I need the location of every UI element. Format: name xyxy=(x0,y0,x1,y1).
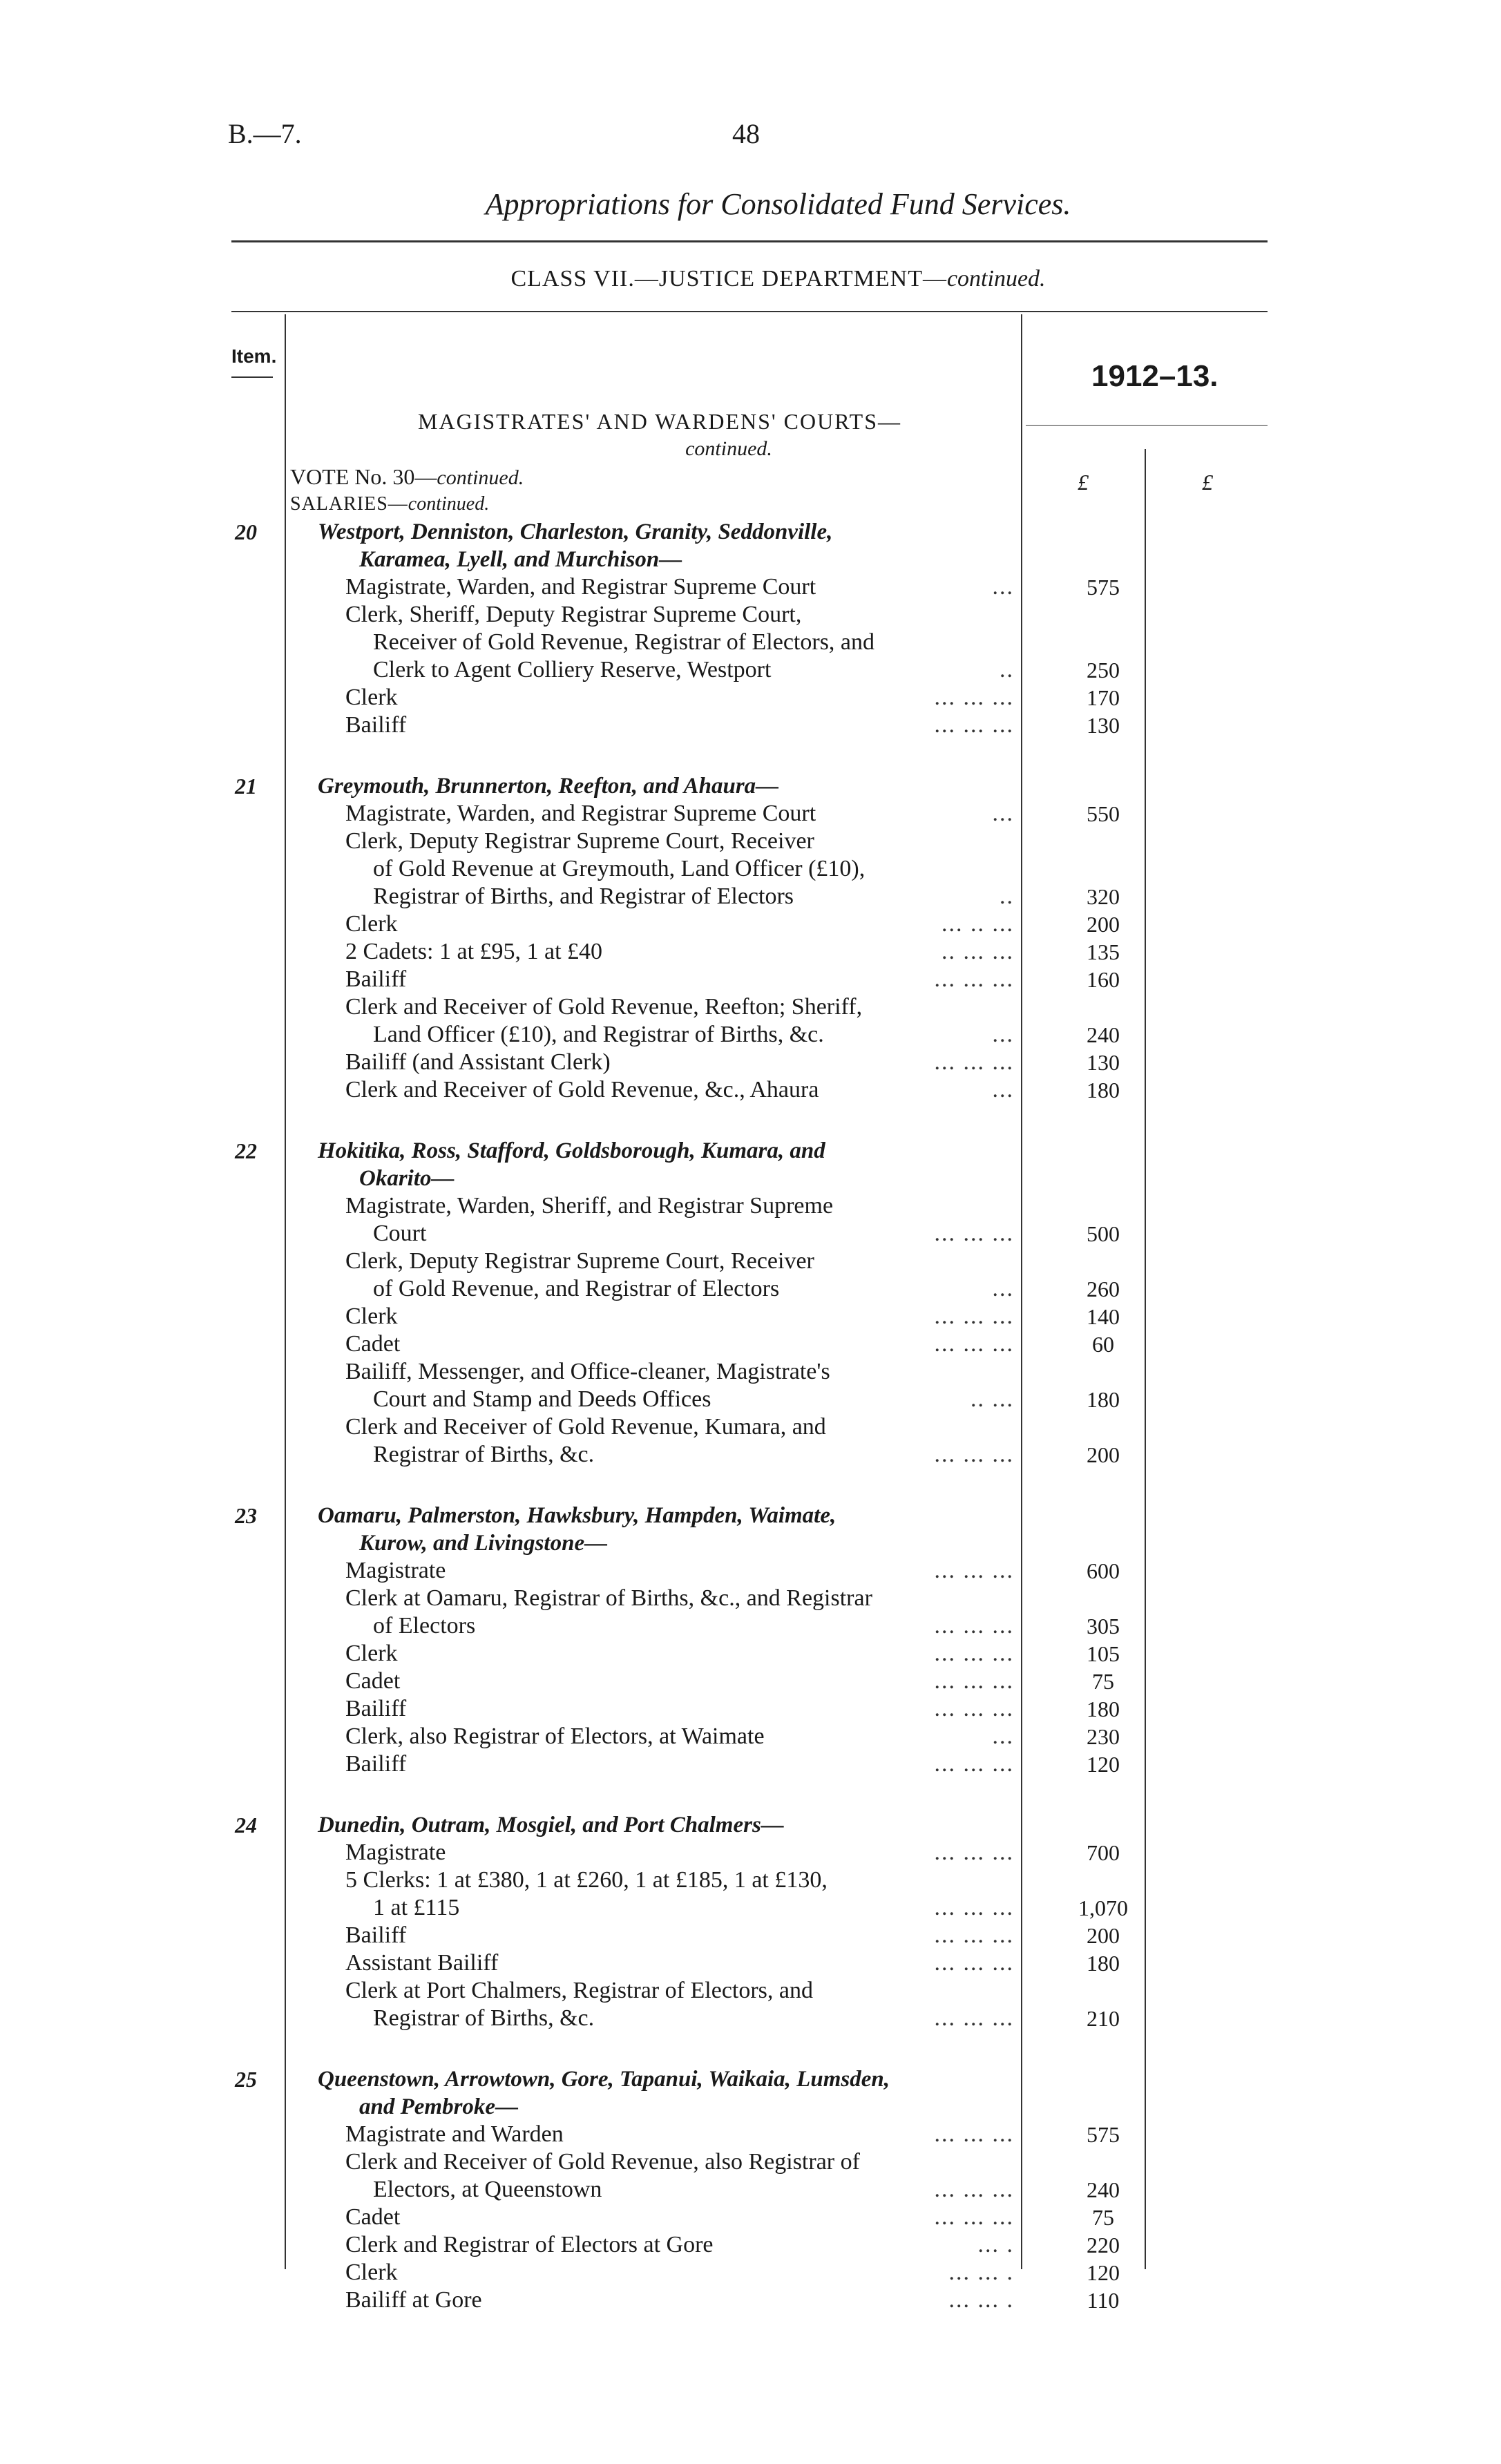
entry-text: Bailiff xyxy=(345,712,407,738)
pound-sign-col1: £ xyxy=(1078,470,1089,495)
entry-line xyxy=(297,2231,1120,2259)
place-heading-text: Kurow, and Livingstone— xyxy=(359,1531,608,1556)
entry-line xyxy=(297,1192,1022,1220)
entry-text: Clerk xyxy=(345,2260,398,2285)
amount-value: 230 xyxy=(1087,1724,1120,1749)
amount-value: 130 xyxy=(1087,713,1120,738)
place-heading xyxy=(297,1165,1022,1192)
place-heading-text: Karamea, Lyell, and Murchison— xyxy=(359,547,682,572)
salaries-heading-cont: continued. xyxy=(408,493,490,515)
entry-line xyxy=(297,966,1120,993)
entry-text: Magistrate and Warden xyxy=(345,2121,564,2147)
entry-line xyxy=(297,2259,1120,2286)
entry-text: Assistant Bailiff xyxy=(345,1950,499,1976)
leader-dots: ... ... ... xyxy=(934,1840,1014,1865)
leader-dots: ... ... ... xyxy=(934,1641,1014,1666)
entry-text: Clerk at Port Chalmers, Registrar of Electors, and xyxy=(345,1978,813,2003)
entry-text: Clerk and Receiver of Gold Revenue, also Registrar of xyxy=(345,2149,860,2175)
entry-text: Bailiff xyxy=(345,966,407,992)
entry-text: Registrar of Births, &c. xyxy=(373,1442,595,1467)
amount-value: 1,070 xyxy=(1078,1895,1128,1920)
entry-text: Court xyxy=(373,1221,427,1246)
amount-value: 210 xyxy=(1087,2006,1120,2031)
amount-value: 260 xyxy=(1087,1277,1120,1301)
amount-value: 500 xyxy=(1087,1221,1120,1246)
salaries-heading-main: SALARIES— xyxy=(290,493,408,515)
entry-line xyxy=(297,1585,1022,1612)
place-heading xyxy=(235,1137,1022,1165)
place-heading-text: Okarito— xyxy=(359,1166,455,1191)
entry-text: Clerk xyxy=(345,911,398,937)
amount-value: 550 xyxy=(1087,801,1120,826)
entry-text: Registrar of Births, &c. xyxy=(373,2005,595,2031)
entry-line xyxy=(297,2121,1120,2148)
entry-line xyxy=(297,2005,1120,2032)
amount-value: 75 xyxy=(1092,2205,1114,2230)
entry-line xyxy=(297,1949,1120,1977)
entry-line xyxy=(297,800,1120,828)
entry-line xyxy=(297,1977,1022,2005)
entry-line xyxy=(297,601,1022,629)
item-number: 20 xyxy=(235,519,257,544)
leader-dots: ... ... ... xyxy=(934,1303,1014,1329)
amount-value: 220 xyxy=(1087,2233,1120,2257)
entry-line xyxy=(297,1922,1120,1949)
amount-value: 200 xyxy=(1087,1442,1120,1467)
leader-dots: ... ... ... xyxy=(934,1442,1014,1467)
place-heading xyxy=(235,1811,1022,1839)
item-number: 24 xyxy=(235,1813,257,1837)
entry-line xyxy=(297,1557,1120,1585)
amount-value: 305 xyxy=(1087,1614,1120,1639)
entry-line xyxy=(297,1750,1120,1778)
entry-text: Bailiff xyxy=(345,1751,407,1777)
place-heading xyxy=(235,1502,1022,1529)
entry-text: of Gold Revenue, and Registrar of Electors xyxy=(373,1276,780,1301)
entry-line xyxy=(297,1330,1114,1358)
entry-text: 2 Cadets: 1 at £95, 1 at £40 xyxy=(345,939,603,964)
item-column-rule xyxy=(285,314,286,2269)
entry-line xyxy=(297,573,1120,601)
leader-dots: ... ... ... xyxy=(934,712,1014,738)
amount-value: 170 xyxy=(1087,685,1120,710)
place-heading-text: Dunedin, Outram, Mosgiel, and Port Chalmers— xyxy=(318,1813,784,1837)
amount-value: 135 xyxy=(1087,939,1120,964)
entry-line xyxy=(297,938,1120,966)
vote-heading xyxy=(290,463,1022,490)
entry-text: Bailiff xyxy=(345,1696,407,1721)
class-heading-cont: continued. xyxy=(946,266,1046,292)
amount-value: 575 xyxy=(1087,2122,1120,2147)
leader-dots: .. ... ... xyxy=(941,939,1014,964)
entry-text: Magistrate xyxy=(345,1840,446,1865)
leader-dots: ... ... ... xyxy=(934,1751,1014,1777)
item-gap xyxy=(297,1469,1022,1502)
amount-value: 140 xyxy=(1087,1304,1120,1329)
item-gap xyxy=(297,1104,1022,1137)
amount-value: 240 xyxy=(1087,1022,1120,1047)
place-heading xyxy=(235,772,1022,800)
amount-value: 110 xyxy=(1087,2288,1120,2313)
item-number: 21 xyxy=(235,774,257,799)
amount-value: 60 xyxy=(1092,1332,1114,1357)
entry-line xyxy=(297,1386,1120,1413)
leader-dots: ... xyxy=(992,1022,1014,1047)
leader-dots: ... ... . xyxy=(948,2260,1014,2285)
leader-dots: ... ... ... xyxy=(934,1922,1014,1948)
entry-line xyxy=(297,684,1120,711)
entry-text: Clerk and Receiver of Gold Revenue, &c., Ahaura xyxy=(345,1077,819,1102)
amount-value: 130 xyxy=(1087,1050,1120,1075)
entry-text: Magistrate, Warden, Sheriff, and Registrar Supreme xyxy=(345,1193,834,1219)
amount-value: 200 xyxy=(1087,1923,1120,1948)
leader-dots: .. xyxy=(1000,884,1014,909)
entry-line xyxy=(297,1723,1120,1750)
entry-text: Clerk at Oamaru, Registrar of Births, &c., and Registrar xyxy=(345,1585,872,1611)
section-title: MAGISTRATES' AND WARDENS' COURTS— xyxy=(418,409,901,434)
entry-text: Land Officer (£10), and Registrar of Births, &c. xyxy=(373,1022,824,1047)
entry-line xyxy=(297,2176,1120,2204)
entry-text: Clerk xyxy=(345,1641,398,1666)
leader-dots: ... ... ... xyxy=(934,1558,1014,1583)
entry-text: Magistrate, Warden, and Registrar Supreme Court xyxy=(345,801,816,826)
amount-value: 105 xyxy=(1087,1641,1120,1666)
entry-text: Cadet xyxy=(345,2204,401,2230)
entry-text: Clerk and Registrar of Electors at Gore xyxy=(345,2232,714,2257)
entry-text: Magistrate, Warden, and Registrar Supreme Court xyxy=(345,574,816,600)
entry-text: Clerk xyxy=(345,685,398,710)
year-header-rule xyxy=(1026,425,1268,426)
leader-dots: ... xyxy=(992,1077,1014,1102)
entry-line xyxy=(297,1866,1022,1894)
leader-dots: ... ... ... xyxy=(934,1049,1014,1075)
leader-dots: ... ... ... xyxy=(934,2005,1014,2031)
entry-line xyxy=(297,883,1120,910)
item-gap xyxy=(297,1778,1022,1811)
entry-text: 5 Clerks: 1 at £380, 1 at £260, 1 at £185, 1 at £130, xyxy=(345,1867,828,1893)
entry-line xyxy=(297,1695,1120,1723)
entry-text: Clerk to Agent Colliery Reserve, Westport xyxy=(373,657,772,682)
leader-dots: ... ... . xyxy=(948,2287,1014,2313)
entry-line xyxy=(297,1021,1120,1049)
year-column-header: 1912–13. xyxy=(1091,359,1218,393)
leader-dots: ... ... ... xyxy=(934,966,1014,992)
entry-line xyxy=(297,1248,1022,1275)
salaries-heading xyxy=(290,490,1022,518)
entry-line xyxy=(297,656,1120,684)
class-heading xyxy=(0,266,1501,292)
entry-line xyxy=(297,828,1022,855)
vote-heading-cont: continued. xyxy=(437,466,524,489)
amount-value: 180 xyxy=(1087,1697,1120,1721)
entry-line xyxy=(297,1894,1128,1922)
entry-line xyxy=(297,2204,1114,2231)
leader-dots: ... ... ... xyxy=(934,1895,1014,1920)
entry-text: 1 at £115 xyxy=(373,1895,460,1920)
entry-line xyxy=(297,1303,1120,1330)
entry-text: Clerk xyxy=(345,1303,398,1329)
top-rule xyxy=(231,240,1268,242)
leader-dots: ... ... ... xyxy=(934,1613,1014,1639)
leader-dots: ... ... ... xyxy=(934,2121,1014,2147)
table-top-rule xyxy=(231,311,1268,312)
leader-dots: ... ... ... xyxy=(934,1668,1014,1694)
page-number: 48 xyxy=(732,118,760,149)
place-heading-text: Hokitika, Ross, Stafford, Goldsborough, Kumara, and xyxy=(318,1138,825,1163)
entry-text: Registrar of Births, and Registrar of Electors xyxy=(373,884,794,909)
leader-dots: .. ... xyxy=(971,1386,1014,1412)
class-heading-main: CLASS VII.—JUSTICE DEPARTMENT— xyxy=(510,266,947,292)
entry-text: of Electors xyxy=(373,1613,476,1639)
amount-value: 180 xyxy=(1087,1387,1120,1412)
section-title-cont: continued. xyxy=(685,437,772,460)
item-gap xyxy=(297,739,1022,772)
place-heading-text: Westport, Denniston, Charleston, Granity, Seddonville, xyxy=(318,519,833,544)
amount-value: 575 xyxy=(1087,575,1120,600)
entry-text: Clerk and Receiver of Gold Revenue, Reefton; Sheriff, xyxy=(345,994,863,1020)
leader-dots: ... xyxy=(992,1723,1014,1749)
leader-dots: ... ... ... xyxy=(934,685,1014,710)
entry-line xyxy=(297,2286,1120,2314)
entry-text: Clerk, Sheriff, Deputy Registrar Supreme Court, xyxy=(345,602,802,627)
entry-text: Bailiff, Messenger, and Office-cleaner, Magistrate's xyxy=(345,1359,830,1384)
place-heading-text: Greymouth, Brunnerton, Reefton, and Ahaura— xyxy=(318,774,779,799)
entry-line xyxy=(297,1049,1120,1076)
leader-dots: ... .. ... xyxy=(941,911,1014,937)
entry-text: Cadet xyxy=(345,1331,401,1357)
entry-line xyxy=(297,2148,1022,2176)
entry-line xyxy=(297,1839,1120,1866)
entry-line xyxy=(297,910,1120,938)
entry-line xyxy=(297,629,1022,656)
entry-text: Magistrate xyxy=(345,1558,446,1583)
entry-text: Clerk, also Registrar of Electors, at Waimate xyxy=(345,1723,765,1749)
table-body xyxy=(235,408,1128,2314)
item-number: 25 xyxy=(235,2067,257,2092)
place-heading xyxy=(235,518,1022,546)
amount-value: 320 xyxy=(1087,884,1120,909)
entry-line xyxy=(297,993,1022,1021)
leader-dots: ... ... ... xyxy=(934,1331,1014,1357)
entry-text: Court and Stamp and Deeds Offices xyxy=(373,1386,711,1412)
item-column-header: Item. xyxy=(231,345,277,367)
place-heading xyxy=(235,2065,1022,2093)
entry-text: Clerk, Deputy Registrar Supreme Court, Receiver xyxy=(345,828,814,854)
amount-value: 600 xyxy=(1087,1558,1120,1583)
entry-text: Clerk, Deputy Registrar Supreme Court, Receiver xyxy=(345,1248,814,1274)
entry-text: Bailiff (and Assistant Clerk) xyxy=(345,1049,611,1075)
entry-text: Clerk and Receiver of Gold Revenue, Kumara, and xyxy=(345,1414,826,1440)
leader-dots: ... xyxy=(992,1276,1014,1301)
amount-value: 160 xyxy=(1087,967,1120,992)
amount-value: 240 xyxy=(1087,2177,1120,2202)
entry-text: Cadet xyxy=(345,1668,401,1694)
vote-heading-main: VOTE No. 30— xyxy=(290,464,437,489)
document-code: B.—7. xyxy=(228,118,302,149)
item-number: 22 xyxy=(235,1138,257,1163)
entry-line xyxy=(297,1612,1120,1640)
leader-dots: ... xyxy=(992,801,1014,826)
leader-dots: ... . xyxy=(977,2232,1014,2257)
amount-value: 180 xyxy=(1087,1951,1120,1976)
leader-dots: ... ... ... xyxy=(934,1696,1014,1721)
leader-dots: ... ... ... xyxy=(934,2204,1014,2230)
place-heading-text: Oamaru, Palmerston, Hawksbury, Hampden, Waimate, xyxy=(318,1503,836,1528)
amount-value: 75 xyxy=(1092,1669,1114,1694)
leader-dots: ... ... ... xyxy=(934,1221,1014,1246)
leader-dots: ... ... ... xyxy=(934,2177,1014,2202)
entry-text: Bailiff at Gore xyxy=(345,2287,482,2313)
leader-dots: .. xyxy=(1000,657,1014,682)
amount-value: 700 xyxy=(1087,1840,1120,1865)
entry-line xyxy=(297,1640,1120,1668)
entry-line xyxy=(297,1275,1120,1303)
place-heading-text: and Pembroke— xyxy=(359,2094,519,2119)
entry-text: Electors, at Queenstown xyxy=(373,2177,602,2202)
amount-value: 120 xyxy=(1087,2260,1120,2285)
amount-value: 250 xyxy=(1087,658,1120,682)
item-number: 23 xyxy=(235,1503,257,1528)
entry-line xyxy=(297,1668,1114,1695)
item-header-rule xyxy=(231,376,273,378)
entry-line xyxy=(297,1413,1022,1441)
place-heading xyxy=(297,546,1022,573)
items-list xyxy=(235,518,1128,2314)
leader-dots: ... ... ... xyxy=(934,1950,1014,1976)
entry-line xyxy=(297,711,1120,739)
entry-line xyxy=(297,1358,1022,1386)
place-heading xyxy=(297,2093,1022,2121)
entry-text: Bailiff xyxy=(345,1922,407,1948)
item-gap xyxy=(297,2032,1022,2065)
pound-sign-col2: £ xyxy=(1202,470,1213,495)
entry-line xyxy=(297,1441,1120,1469)
page-title: Appropriations for Consolidated Fund Services. xyxy=(485,187,1071,221)
entry-text: of Gold Revenue at Greymouth, Land Officer (£10), xyxy=(373,856,866,881)
entry-line xyxy=(297,855,1022,883)
leader-dots: ... xyxy=(992,574,1014,600)
place-heading xyxy=(297,1529,1022,1557)
amount-value: 200 xyxy=(1087,912,1120,937)
amount-value: 120 xyxy=(1087,1752,1120,1777)
entry-line xyxy=(297,1220,1120,1248)
entry-line xyxy=(297,1076,1120,1104)
amount-value: 180 xyxy=(1087,1078,1120,1102)
entry-text: Receiver of Gold Revenue, Registrar of Electors, and xyxy=(373,629,875,655)
place-heading-text: Queenstown, Arrowtown, Gore, Tapanui, Waikaia, Lumsden, xyxy=(318,2067,890,2092)
